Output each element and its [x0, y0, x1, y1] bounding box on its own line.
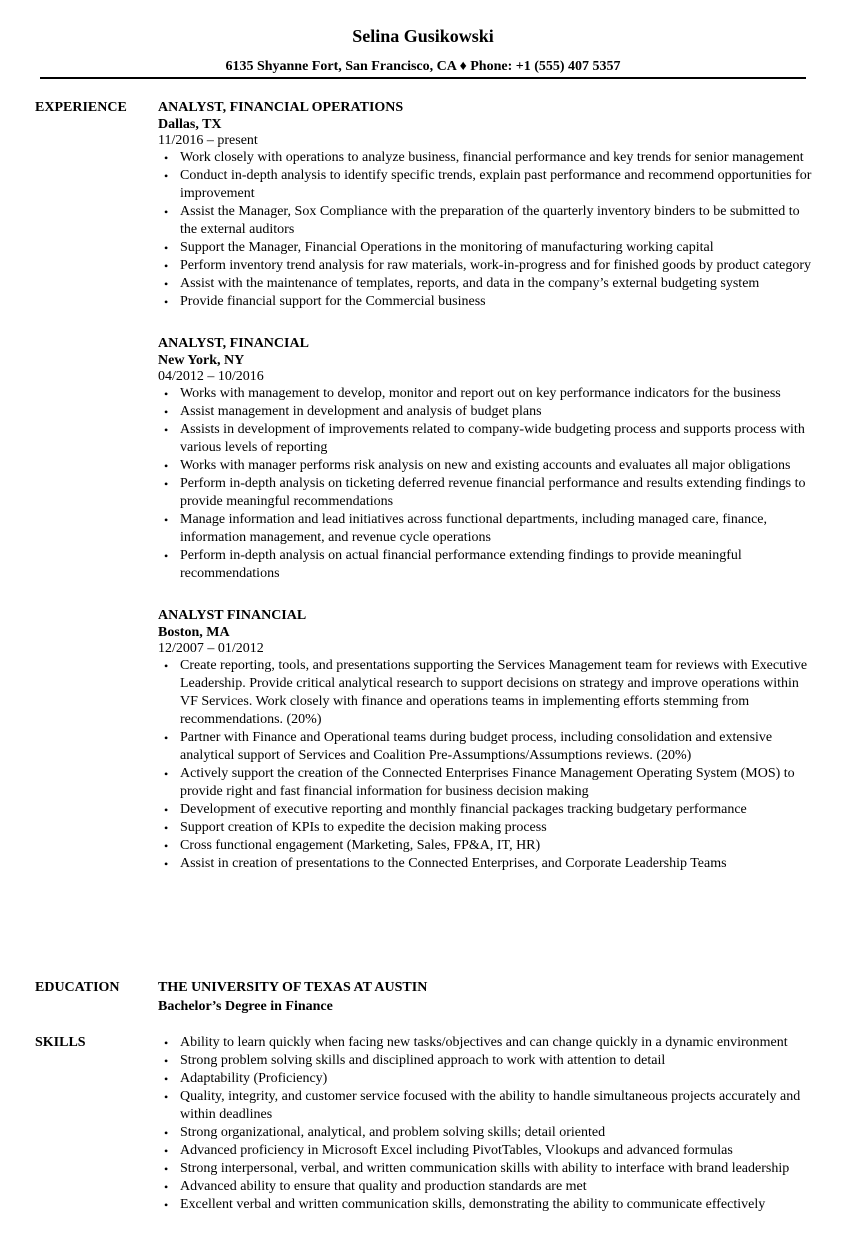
list-item — [158, 547, 818, 583]
bullet-icon: • — [164, 659, 169, 673]
job-entry — [158, 607, 818, 873]
job-title: ANALYST, FINANCIAL — [158, 336, 309, 351]
bullet-icon: • — [164, 731, 169, 745]
bullet-icon: • — [164, 405, 169, 419]
bullet-icon: • — [164, 821, 169, 835]
skill-text: Advanced ability to ensure that quality and production standards are met — [180, 1179, 587, 1194]
diamond-separator-icon: ♦ — [459, 59, 467, 74]
list-item — [158, 457, 818, 475]
job-title: ANALYST, FINANCIAL OPERATIONS — [158, 100, 404, 115]
list-item — [158, 475, 818, 511]
list-item — [158, 837, 818, 855]
header-divider — [40, 77, 806, 79]
job-entry — [158, 99, 818, 311]
bullet-text: Manage information and lead initiatives across functional departments, including managed care, finance, information management, and revenue cycle operations — [180, 512, 768, 545]
bullet-text: Development of executive reporting and monthly financial packages tracking budgetary performance — [180, 802, 747, 817]
job-entry — [158, 335, 818, 583]
bullet-icon: • — [164, 151, 169, 165]
contact-line — [0, 58, 846, 76]
skill-text: Adaptability (Proficiency) — [180, 1071, 328, 1086]
bullet-icon: • — [164, 1162, 169, 1176]
degree: Bachelor’s Degree in Finance — [158, 999, 333, 1014]
candidate-name: Selina Gusikowski — [352, 26, 494, 46]
address: 6135 Shyanne Fort, San Francisco, CA — [225, 59, 457, 74]
bullet-text: Cross functional engagement (Marketing, Sales, FP&A, IT, HR) — [180, 838, 541, 853]
list-item — [158, 293, 818, 311]
list-item — [158, 855, 818, 873]
skills-body — [158, 1034, 818, 1214]
list-item — [158, 511, 818, 547]
skill-text: Ability to learn quickly when facing new tasks/objectives and can change quickly in a dynamic environment — [180, 1035, 788, 1050]
list-item — [158, 765, 818, 801]
bullet-icon: • — [164, 857, 169, 871]
list-item — [158, 1052, 818, 1070]
section-label-experience: EXPERIENCE — [35, 100, 127, 115]
bullet-icon: • — [164, 1072, 169, 1086]
bullet-text: Works with management to develop, monitor and report out on key performance indicators for the business — [180, 386, 781, 401]
job-location: Boston, MA — [158, 625, 230, 640]
bullet-text: Assist management in development and analysis of budget plans — [180, 404, 542, 419]
bullet-text: Support the Manager, Financial Operations in the monitoring of manufacturing working capital — [180, 240, 714, 255]
bullet-icon: • — [164, 205, 169, 219]
bullet-icon: • — [164, 477, 169, 491]
bullet-icon: • — [164, 1144, 169, 1158]
school-name: THE UNIVERSITY OF TEXAS AT AUSTIN — [158, 980, 428, 995]
skill-text: Quality, integrity, and customer service focused with the ability to handle simultaneous projects accurately and within deadlines — [180, 1089, 801, 1122]
bullet-icon: • — [164, 387, 169, 401]
list-item — [158, 421, 818, 457]
job-bullets — [158, 385, 818, 583]
bullet-icon: • — [164, 1198, 169, 1212]
bullet-text: Works with manager performs risk analysis on new and existing accounts and evaluates all major obligations — [180, 458, 791, 473]
skill-text: Strong interpersonal, verbal, and written communication skills with ability to interface with brand leadership — [180, 1161, 790, 1176]
list-item — [158, 1070, 818, 1088]
job-bullets — [158, 657, 818, 873]
job-dates: 11/2016 – present — [158, 133, 258, 148]
job-location: New York, NY — [158, 353, 245, 368]
bullet-icon: • — [164, 767, 169, 781]
bullet-icon: • — [164, 1090, 169, 1104]
list-item — [158, 729, 818, 765]
education-body — [158, 979, 818, 1017]
list-item — [158, 275, 818, 293]
job-title: ANALYST FINANCIAL — [158, 608, 307, 623]
phone: Phone: +1 (555) 407 5357 — [470, 59, 621, 74]
section-label-education: EDUCATION — [35, 980, 120, 995]
bullet-icon: • — [164, 803, 169, 817]
bullet-text: Conduct in-depth analysis to identify specific trends, explain past performance and recommend opportunities for improvement — [180, 168, 812, 201]
bullet-icon: • — [164, 513, 169, 527]
list-item — [158, 167, 818, 203]
bullet-icon: • — [164, 259, 169, 273]
job-dates: 04/2012 – 10/2016 — [158, 369, 264, 384]
list-item — [158, 239, 818, 257]
skill-text: Advanced proficiency in Microsoft Excel including PivotTables, Vlookups and advanced formulas — [180, 1143, 733, 1158]
bullet-text: Assist in creation of presentations to the Connected Enterprises, and Corporate Leadership Teams — [180, 856, 727, 871]
bullet-icon: • — [164, 423, 169, 437]
bullet-icon: • — [164, 839, 169, 853]
list-item — [158, 1124, 818, 1142]
list-item — [158, 801, 818, 819]
list-item — [158, 203, 818, 239]
list-item — [158, 1196, 818, 1214]
list-item — [158, 1178, 818, 1196]
list-item — [158, 385, 818, 403]
bullet-icon: • — [164, 1054, 169, 1068]
bullet-text: Perform in-depth analysis on ticketing deferred revenue financial performance and results extending findings to provide meaningful recommendations — [180, 476, 806, 509]
skill-text: Excellent verbal and written communication skills, demonstrating the ability to communicate effectively — [180, 1197, 766, 1212]
list-item — [158, 257, 818, 275]
list-item — [158, 819, 818, 837]
list-item — [158, 1160, 818, 1178]
job-bullets — [158, 149, 818, 311]
bullet-text: Create reporting, tools, and presentations supporting the Services Management team for reviews with Executive Leadership. Provide critical analytical research to support decisions on strategy and improve operations within VF Services. Work closely with finance and operations teams in implementing efforts stemming from recommendations. (20%) — [180, 658, 808, 727]
skills-list — [158, 1034, 818, 1214]
bullet-icon: • — [164, 1036, 169, 1050]
list-item — [158, 657, 818, 729]
bullet-icon: • — [164, 1126, 169, 1140]
list-item — [158, 149, 818, 167]
bullet-text: Provide financial support for the Commercial business — [180, 294, 486, 309]
skill-text: Strong organizational, analytical, and problem solving skills; detail oriented — [180, 1125, 606, 1140]
bullet-text: Actively support the creation of the Connected Enterprises Finance Management Operating System (MOS) to provide right and fast financial information for business decision making — [180, 766, 795, 799]
bullet-text: Assist the Manager, Sox Compliance with the preparation of the quarterly inventory binders to be submitted to the external auditors — [180, 204, 800, 237]
job-dates: 12/2007 – 01/2012 — [158, 641, 264, 656]
experience-body — [158, 99, 818, 873]
bullet-text: Support creation of KPIs to expedite the decision making process — [180, 820, 547, 835]
bullet-icon: • — [164, 295, 169, 309]
bullet-icon: • — [164, 459, 169, 473]
job-location: Dallas, TX — [158, 117, 222, 132]
bullet-text: Perform inventory trend analysis for raw materials, work-in-progress and for finished goods by product category — [180, 258, 811, 273]
list-item — [158, 403, 818, 421]
bullet-text: Work closely with operations to analyze business, financial performance and key trends for senior management — [180, 150, 804, 165]
bullet-icon: • — [164, 241, 169, 255]
bullet-text: Perform in-depth analysis on actual financial performance extending findings to provide meaningful recommendations — [180, 548, 742, 581]
list-item — [158, 1142, 818, 1160]
list-item — [158, 1034, 818, 1052]
list-item — [158, 1088, 818, 1124]
bullet-text: Assists in development of improvements related to company-wide budgeting process and supports process with various levels of reporting — [180, 422, 805, 455]
bullet-text: Partner with Finance and Operational teams during budget process, including consolidation and extensive analytical support of Services and Coalition Pre-Assumptions/Assumptions reviews. (20%) — [180, 730, 773, 763]
bullet-text: Assist with the maintenance of templates, reports, and data in the company’s external budgeting system — [180, 276, 760, 291]
bullet-icon: • — [164, 549, 169, 563]
bullet-icon: • — [164, 1180, 169, 1194]
section-label-skills: SKILLS — [35, 1035, 86, 1050]
bullet-icon: • — [164, 277, 169, 291]
skill-text: Strong problem solving skills and disciplined approach to work with attention to detail — [180, 1053, 666, 1068]
bullet-icon: • — [164, 169, 169, 183]
